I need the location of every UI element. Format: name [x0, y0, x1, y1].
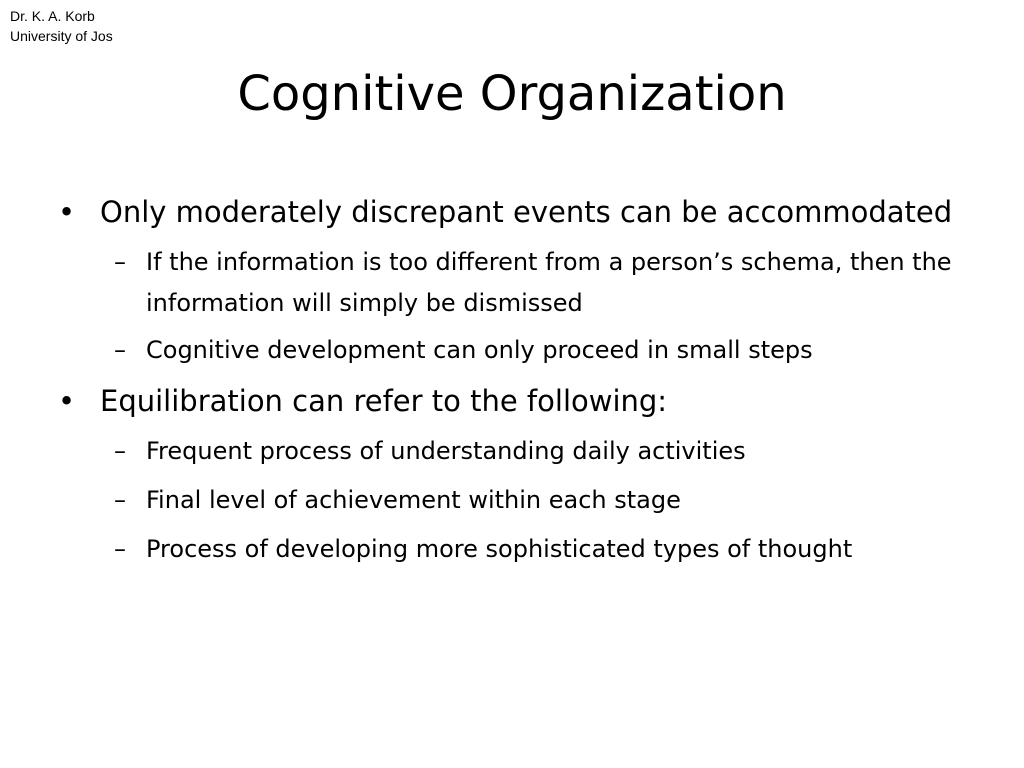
sub-bullet-item	[114, 330, 978, 371]
sub-bullet-item	[114, 242, 978, 324]
sub-bullet-text: Process of developing more sophisticated types of thought	[146, 535, 853, 563]
bullet-marker: •	[58, 384, 76, 418]
sub-bullet-marker: –	[114, 248, 126, 276]
sub-bullet-text: Final level of achievement within each stage	[146, 486, 681, 514]
author-credit	[10, 6, 113, 46]
bullet-marker: •	[58, 195, 76, 229]
slide-title: Cognitive Organization	[237, 66, 787, 122]
sub-bullet-text: Cognitive development can only proceed in small steps	[146, 336, 813, 364]
author-name: Dr. K. A. Korb	[10, 8, 95, 24]
sub-bullet-item	[114, 529, 978, 570]
bullet-text: Only moderately discrepant events can be accommodated	[100, 195, 953, 229]
sub-bullet-text: If the information is too different from a person’s schema, then the information will simply be dismissed	[146, 248, 952, 317]
bullet-item	[58, 190, 978, 234]
bullet-item	[58, 379, 978, 423]
bullet-text: Equilibration can refer to the following:	[100, 384, 668, 418]
author-affiliation: University of Jos	[10, 28, 113, 44]
sub-bullet-marker: –	[114, 535, 126, 563]
sub-bullet-marker: –	[114, 486, 126, 514]
sub-bullet-marker: –	[114, 336, 126, 364]
sub-bullet-text: Frequent process of understanding daily activities	[146, 437, 746, 465]
sub-bullet-item	[114, 431, 978, 472]
sub-bullet-marker: –	[114, 437, 126, 465]
sub-bullet-item	[114, 480, 978, 521]
slide-body	[58, 190, 978, 578]
